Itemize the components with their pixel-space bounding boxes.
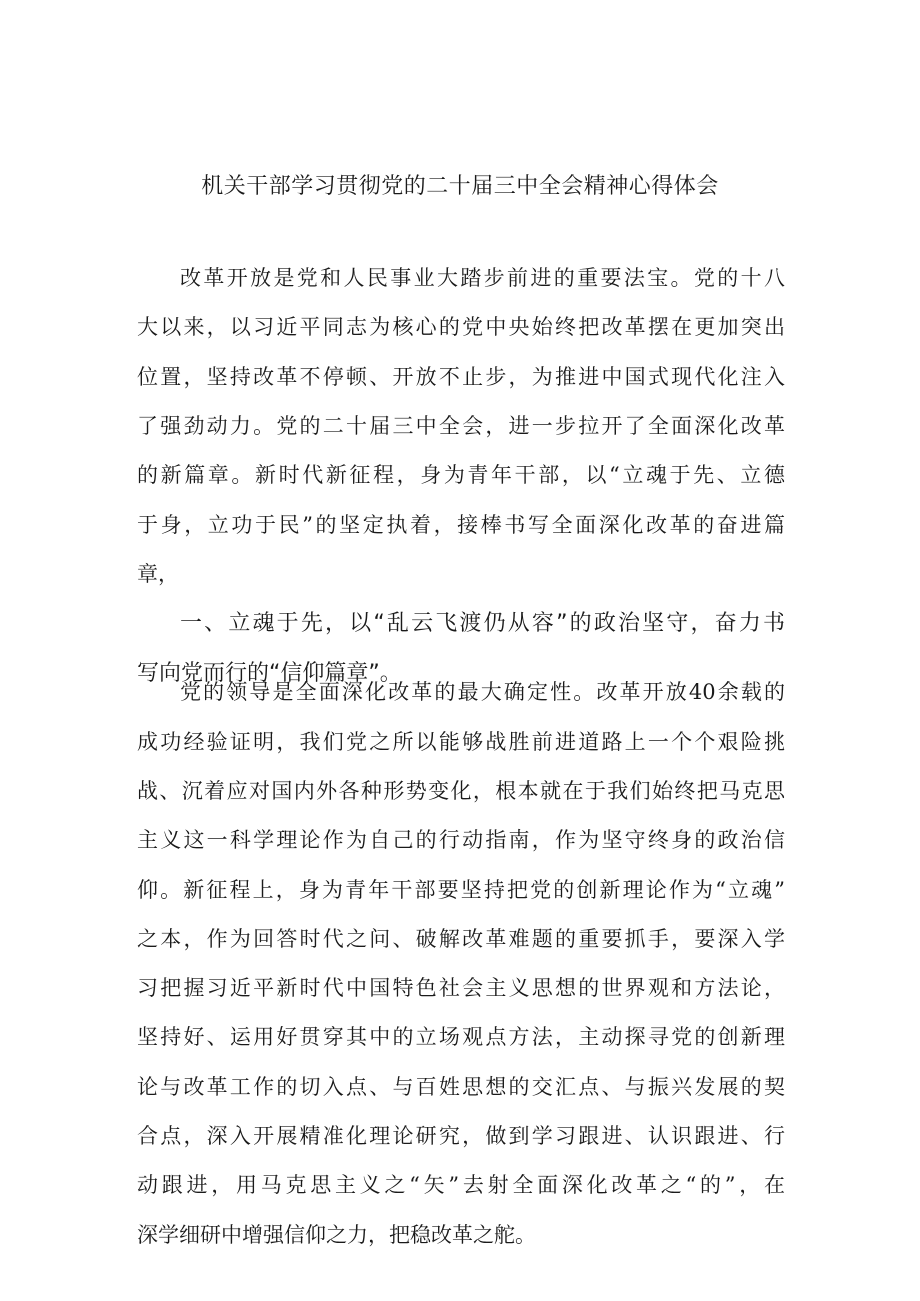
document-title: 机关干部学习贯彻党的二十届三中全会精神心得体会 <box>201 174 719 199</box>
intro-line: 的新篇章。新时代新征程，身为青年干部，以“立魂于先、立德 <box>137 463 785 487</box>
body-line: 战、沉着应对国内外各种形势变化，根本就在于我们始终把马克思 <box>137 779 785 803</box>
body-line: 合点，深入开展精准化理论研究，做到学习跟进、认识跟进、行 <box>137 1124 785 1148</box>
body-line: 之本，作为回答时代之问、破解改革难题的重要抓手，要深入学 <box>137 927 785 951</box>
body-line: 坚持好、运用好贯穿其中的立场观点方法，主动探寻党的创新理 <box>137 1025 785 1049</box>
body-line: 仰。新征程上，身为青年干部要坚持把党的创新理论作为“立魂” <box>137 878 785 902</box>
body-line: 党的领导是全面深化改革的最大确定性。改革开放40余载的 <box>180 680 785 704</box>
intro-line: 改革开放是党和人民事业大踏步前进的重要法宝。党的十八 <box>180 266 785 290</box>
intro-line: 章， <box>137 562 179 586</box>
intro-line: 大以来，以习近平同志为核心的党中央始终把改革摆在更加突出 <box>137 315 785 339</box>
body-line: 动跟进，用马克思主义之“矢”去射全面深化改革之“的”，在 <box>137 1173 785 1197</box>
section-heading-line: 一、立魂于先，以“乱云飞渡仍从容”的政治坚守，奋力书 <box>180 611 785 636</box>
body-line: 深学细研中增强信仰之力，把稳改革之舵。 <box>137 1223 536 1247</box>
intro-line: 位置，坚持改革不停顿、开放不止步，为推进中国式现代化注入 <box>137 365 785 389</box>
intro-line: 于身，立功于民”的坚定执着，接棒书写全面深化改革的奋进篇 <box>137 513 785 537</box>
body-line: 习把握习近平新时代中国特色社会主义思想的世界观和方法论， <box>137 976 785 1000</box>
body-line: 论与改革工作的切入点、与百姓思想的交汇点、与振兴发展的契 <box>137 1075 785 1099</box>
body-line: 成功经验证明，我们党之所以能够战胜前进道路上一个个艰险挑 <box>137 730 785 754</box>
intro-line: 了强劲动力。党的二十届三中全会，进一步拉开了全面深化改革 <box>137 414 785 438</box>
body-line: 主义这一科学理论作为自己的行动指南，作为坚守终身的政治信 <box>137 828 785 852</box>
section-heading-line: 写向党而行的“信仰篇章”。 <box>137 661 402 686</box>
